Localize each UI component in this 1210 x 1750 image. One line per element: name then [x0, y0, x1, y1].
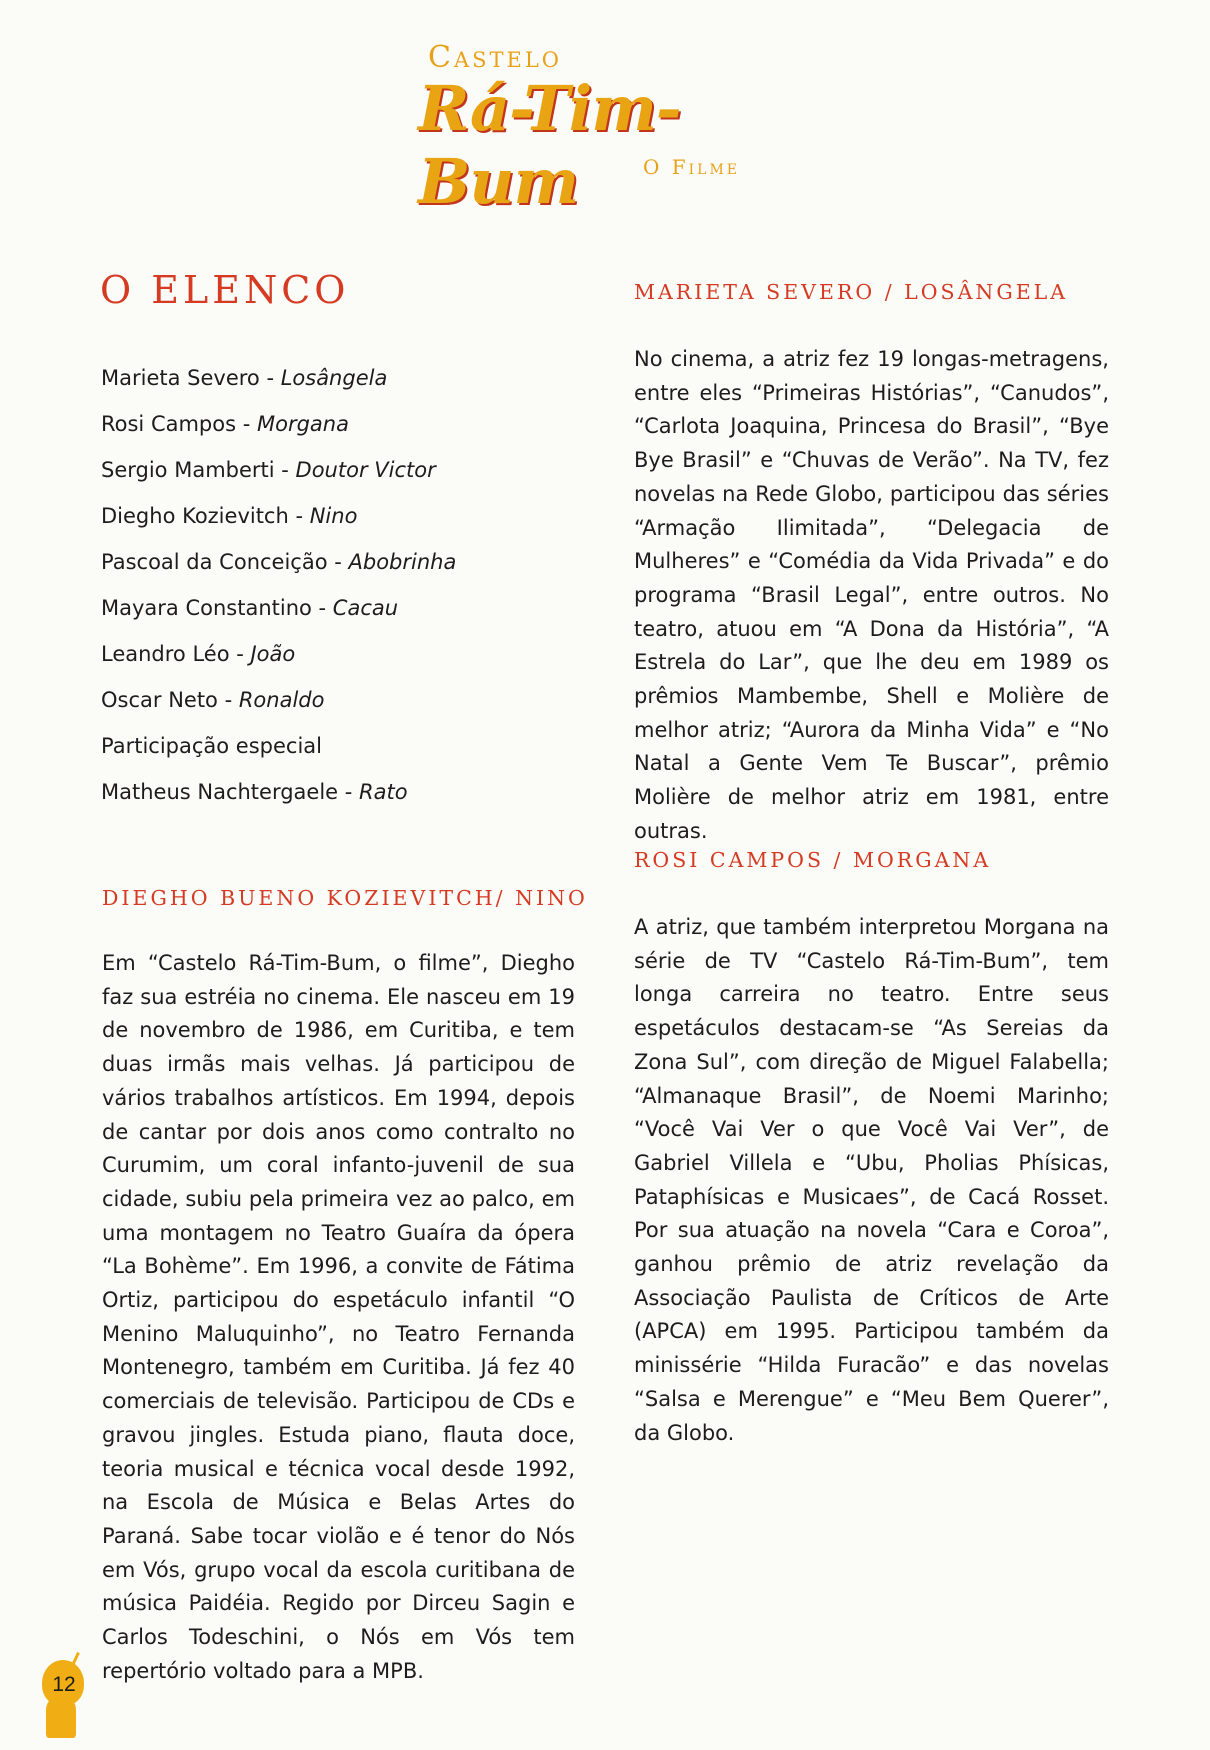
cast-role: Losângela — [280, 366, 388, 390]
cast-item — [101, 447, 541, 493]
diegho-heading: DIEGHO BUENO KOZIEVITCH/ NINO — [102, 886, 588, 910]
cast-item — [101, 539, 541, 585]
rosi-bio: A atriz, que também interpretou Morgana na série de TV “Castelo Rá-Tim-Bum”, tem longa carreira no teatro. Entre seus espetáculos destacam-se “As Sereias da Zona Sul”, com direção de Miguel Falabella; “Almanaque Brasil”, de Noemi Marinho; “Você Vai Ver o que Você Vai Ver”, de Gabriel Villela e “Ubu, Pholias Phísicas, Pataphísicas e Musicaes”, de Cacá Rosset. Por sua atuação na novela “Cara e Coroa”, ganhou prêmio de atriz revelação da Associação Paulista de Críticos de Arte (APCA) em 1995. Participou também da minissérie “Hilda Furacão” e das novelas “Salsa e Merengue” e “Meu Bem Querer”, da Globo. — [634, 915, 1109, 1445]
cast-role: João — [250, 642, 296, 666]
cast-actor: Matheus Nachtergaele - — [101, 780, 360, 804]
rosi-heading: ROSI CAMPOS / MORGANA — [634, 848, 992, 872]
cast-item — [101, 677, 541, 723]
cast-item — [101, 631, 541, 677]
cast-actor: Marieta Severo - — [101, 366, 281, 390]
cast-actor: Sergio Mamberti - — [101, 458, 296, 482]
cast-actor: Mayara Constantino - — [101, 596, 333, 620]
logo-line-castelo: Castelo — [428, 40, 563, 75]
cast-role: Nino — [309, 504, 358, 528]
cast-list — [101, 355, 541, 815]
page-number-badge — [36, 1652, 86, 1738]
cast-actor: Oscar Neto - — [101, 688, 239, 712]
logo-line-o-filme: O Filme — [642, 155, 740, 179]
cast-role: Abobrinha — [348, 550, 457, 574]
cast-role: Doutor Victor — [295, 458, 436, 482]
cast-actor: Leandro Léo - — [101, 642, 251, 666]
cast-actor: Rosi Campos - — [101, 412, 257, 436]
cast-role: Cacau — [332, 596, 399, 620]
cast-actor: Pascoal da Conceição - — [101, 550, 349, 574]
page-number: 12 — [52, 1673, 76, 1696]
logo-line-title: Rá-Tim-Bum — [418, 72, 681, 218]
diegho-bio: Em “Castelo Rá-Tim-Bum, o filme”, Diegho faz sua estréia no cinema. Ele nasceu em 19 de novembro de 1986, em Curitiba, e tem duas irmãs mais velhas. Já participou de vários trabalhos artísticos. Em 1994, depois de cantar por dois anos como contralto no Curumim, um coral infanto-juvenil de sua cidade, subiu pela primeira vez ao palco, em uma montagem no Teatro Guaíra da ópera “La Bohème”. Em 1996, a convite de Fátima Ortiz, participou do espetáculo infantil “O Menino Maluquinho”, no Teatro Fernanda Montenegro, também em Curitiba. Já fez 40 comerciais de televisão. Participou de CDs e gravou jingles. Estuda piano, flauta doce, teoria musical e técnica vocal desde 1992, na Escola de Música e Belas Artes do Paraná. Sabe tocar violão e é tenor do Nós em Vós, grupo vocal da escola curitibana de música Paidéia. Regido por Dirceu Sagin e Carlos Todeschini, o Nós em Vós tem repertório voltado para a MPB. — [102, 951, 575, 1683]
cast-actor: Participação especial — [101, 734, 323, 758]
cast-item — [101, 355, 541, 401]
cast-role: Ronaldo — [238, 688, 325, 712]
marieta-bio: No cinema, a atriz fez 19 longas-metragens, entre eles “Primeiras Histórias”, “Canudos”, “Carlota Joaquina, Princesa do Brasil”, “Bye Bye Brasil” e “Chuvas de Verão”. Na TV, fez novelas na Rede Globo, participou das séries “Armação Ilimitada”, “Delegacia de Mulheres” e “Comédia da Vida Privada” e do programa “Brasil Legal”, entre outros. No teatro, atuou em “A Dona da História”, “A Estrela do Lar”, que lhe deu em 1989 os prêmios Mambembe, Shell e Molière de melhor atriz; “Aurora da Minha Vida” e “No Natal a Gente Vem Te Buscar”, prêmio Molière de melhor atriz em 1981, entre outras. — [634, 347, 1109, 843]
cast-item — [101, 723, 541, 769]
cast-role: Rato — [359, 780, 408, 804]
cast-item — [101, 585, 541, 631]
cast-item — [101, 769, 541, 815]
cast-item — [101, 493, 541, 539]
marieta-heading: MARIETA SEVERO / LOSÂNGELA — [634, 280, 1069, 304]
cast-heading: O ELENCO — [100, 268, 350, 312]
cast-actor: Diegho Kozievitch - — [101, 504, 310, 528]
film-logo — [418, 38, 758, 218]
cast-role: Morgana — [256, 412, 349, 436]
badge-neck-shape — [46, 1698, 76, 1738]
cast-item — [101, 401, 541, 447]
